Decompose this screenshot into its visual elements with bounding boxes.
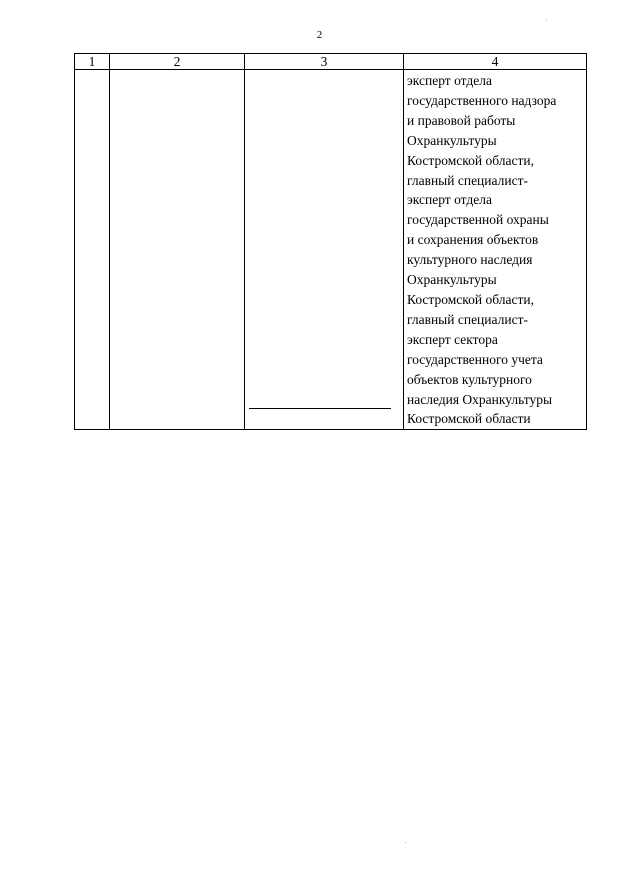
text-line: государственной охраны: [407, 212, 549, 228]
end-of-document-rule: [249, 408, 391, 409]
table-header-row: [75, 54, 587, 70]
scan-speck: [546, 20, 547, 21]
column-header-1: 1: [75, 54, 110, 70]
cell-col-4-text: [404, 70, 586, 429]
text-line: объектов культурного: [407, 371, 532, 387]
text-line: государственного учета: [407, 351, 543, 367]
column-header-2: 2: [110, 54, 245, 70]
page-number: 2: [316, 29, 323, 41]
text-line: культурного наследия: [407, 252, 533, 268]
scan-speck: [405, 842, 406, 843]
text-line: Костромской области,: [407, 291, 534, 307]
column-header-4: 4: [404, 54, 587, 70]
document-table: [74, 53, 587, 430]
cell-col-1: [75, 70, 110, 430]
text-line: Костромской области: [407, 411, 531, 427]
text-line: Костромской области,: [407, 152, 534, 168]
text-line: главный специалист-: [407, 172, 528, 188]
text-line: Охранкультуры: [407, 132, 497, 148]
column-header-3: 3: [245, 54, 404, 70]
cell-col-2: [110, 70, 245, 430]
text-line: эксперт сектора: [407, 331, 498, 347]
table-row: [75, 70, 587, 430]
text-line: главный специалист-: [407, 311, 528, 327]
text-line: Охранкультуры: [407, 272, 497, 288]
text-line: эксперт отдела: [407, 73, 492, 88]
cell-col-4: [404, 70, 587, 430]
text-line: и правовой работы: [407, 112, 516, 128]
text-line: государственного надзора: [407, 92, 557, 108]
text-line: и сохранения объектов: [407, 232, 539, 248]
cell-col-3: [245, 70, 404, 430]
text-line: наследия Охранкультуры: [407, 391, 553, 407]
text-line: эксперт отдела: [407, 192, 492, 208]
